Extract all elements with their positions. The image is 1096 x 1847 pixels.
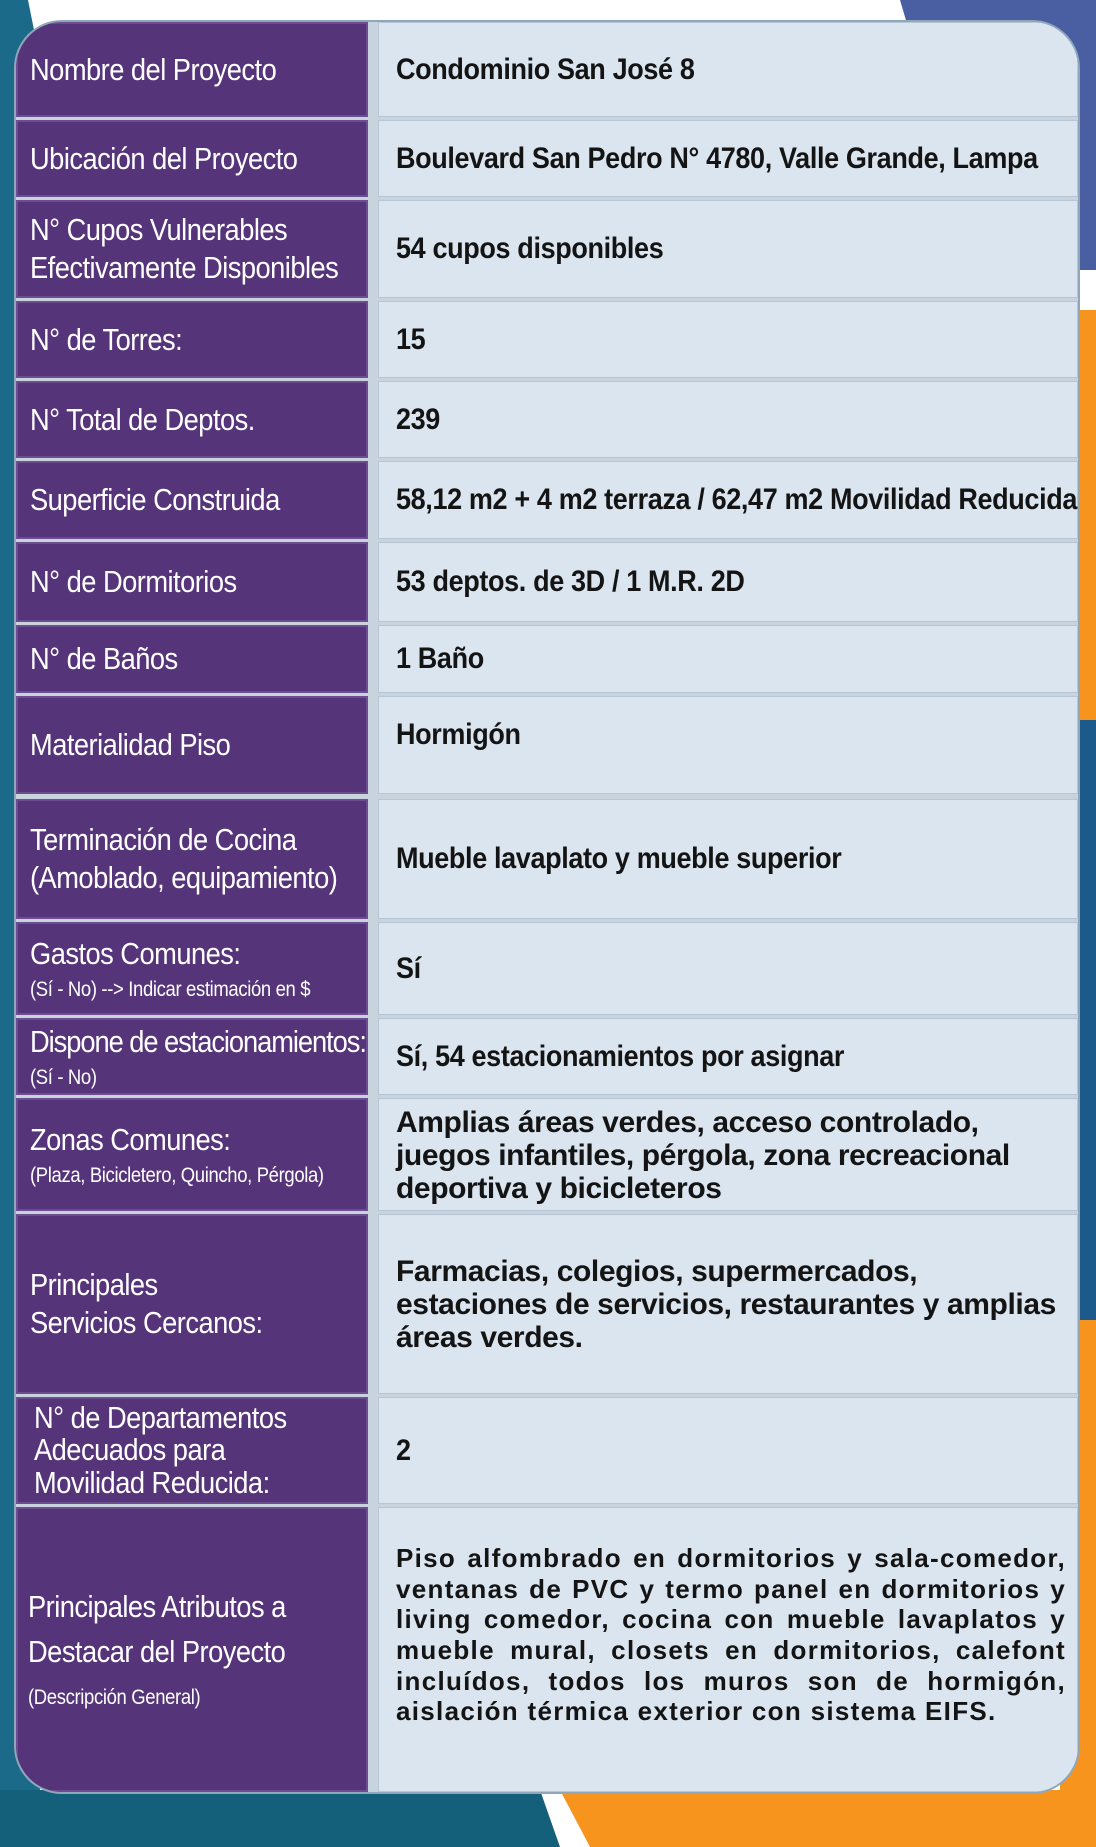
value-cell: [378, 1098, 1078, 1211]
label-cell: [16, 1214, 368, 1394]
value-cell: [378, 625, 1078, 693]
row-project-name: [16, 22, 1078, 117]
value-cell: [378, 1018, 1078, 1095]
label-cell: [16, 696, 368, 794]
label-text: Materialidad Piso: [30, 727, 231, 763]
value-text: Mueble lavaplato y mueble superior: [396, 842, 842, 875]
label-text: Nombre del Proyecto: [30, 51, 277, 87]
label-cell: [16, 799, 368, 919]
row-location: [16, 120, 1078, 197]
label-text: N° de Torres:: [30, 321, 183, 357]
row-nearby-services: [16, 1214, 1078, 1394]
value-cell: [378, 542, 1078, 622]
label-subtext: (Descripción General): [28, 1686, 201, 1710]
value-text: 54 cupos disponibles: [396, 232, 664, 265]
value-text: Sí, 54 estacionamientos por asignar: [396, 1039, 845, 1073]
value-cell: [378, 301, 1078, 378]
row-floor-material: [16, 696, 1078, 794]
row-towers: [16, 301, 1078, 378]
label-text: Gastos Comunes:: [30, 935, 241, 971]
label-cell: [16, 301, 368, 378]
bg-orange-band-bottom: [560, 1790, 1096, 1847]
value-text: Sí: [396, 951, 421, 985]
label-text: Zonas Comunes:: [30, 1121, 231, 1157]
value-text: Amplias áreas verdes, acceso controlado, juegos infantiles, pérgola, zona recreacional deportiva y bicicleteros: [396, 1106, 1010, 1205]
value-cell: [378, 120, 1078, 197]
label-cell: [16, 1397, 368, 1504]
project-info-table: [16, 22, 1078, 1792]
label-text: N° de Baños: [30, 641, 178, 677]
label-cell: [16, 200, 368, 298]
row-kitchen-finish: [16, 799, 1078, 919]
row-parking: [16, 1018, 1078, 1095]
value-text: 1 Baño: [396, 642, 484, 675]
label-text: N° de Dormitorios: [30, 564, 237, 600]
value-cell: [378, 1397, 1078, 1504]
label-cell: [16, 922, 368, 1015]
value-text: 58,12 m2 + 4 m2 terraza / 62,47 m2 Movilidad Reducida: [396, 483, 1078, 516]
label-subtext: (Sí - No): [30, 1065, 97, 1089]
label-line: Movilidad Reducida:: [34, 1464, 270, 1500]
value-cell: [378, 1507, 1078, 1792]
label-cell: [16, 381, 368, 458]
value-cell: [378, 461, 1078, 539]
value-cell: [378, 922, 1078, 1015]
label-line: N° Cupos Vulnerables: [30, 212, 288, 248]
value-text: 2: [396, 1433, 411, 1467]
label-line: Servicios Cercanos:: [30, 1305, 263, 1340]
row-main-attributes: [16, 1507, 1078, 1792]
label-line: Terminación de Cocina: [30, 822, 297, 858]
value-cell: [378, 200, 1078, 298]
bg-blue-band-right: [1076, 720, 1096, 1320]
label-line: Principales Atributos a: [28, 1589, 286, 1625]
label-cell: [16, 1507, 368, 1792]
label-text: Ubicación del Proyecto: [30, 140, 298, 176]
label-subtext: (Plaza, Bicicletero, Quincho, Pérgola): [30, 1163, 324, 1187]
bg-teal-band-bottom: [0, 1790, 560, 1847]
label-subtext: (Sí - No) --> Indicar estimación en $: [30, 977, 311, 1001]
value-text: 53 deptos. de 3D / 1 M.R. 2D: [396, 565, 745, 598]
label-line: Efectivamente Disponibles: [30, 250, 339, 285]
value-text: Farmacias, colegios, supermercados, estaciones de servicios, restaurantes y amplias áreas verdes.: [396, 1254, 1056, 1354]
label-text: Superficie Construida: [30, 482, 280, 518]
row-total-units: [16, 381, 1078, 458]
label-text: N° Total de Deptos.: [30, 401, 255, 437]
label-line: Destacar del Proyecto: [28, 1634, 286, 1670]
row-bathrooms: [16, 625, 1078, 693]
value-text: Hormigón: [396, 718, 521, 751]
row-common-expenses: [16, 922, 1078, 1015]
value-text: Boulevard San Pedro N° 4780, Valle Grande, Lampa: [396, 141, 1038, 175]
label-cell: [16, 1098, 368, 1211]
value-text: Piso alfombrado en dormitorios y sala-comedor, ventanas de PVC y termo panel en dormitorios y living comedor, cocina con mueble lavaplatos y mueble mural, closets en dormitorios, calefont incluídos, todos los muros son de hormigón, aislación térmica exterior con sistema EIFS.: [396, 1543, 1066, 1727]
row-reduced-mobility-units: [16, 1397, 1078, 1504]
label-cell: [16, 461, 368, 539]
row-vulnerable-slots: [16, 200, 1078, 298]
label-cell: [16, 542, 368, 622]
value-text: 239: [396, 402, 440, 436]
value-text: Condominio San José 8: [396, 52, 695, 86]
value-cell: [378, 22, 1078, 117]
label-line: N° de Departamentos: [34, 1399, 287, 1435]
value-cell: [378, 1214, 1078, 1394]
label-line: Principales: [30, 1267, 158, 1303]
value-cell: [378, 799, 1078, 919]
row-built-area: [16, 461, 1078, 539]
label-line: (Amoblado, equipamiento): [30, 860, 338, 895]
row-common-areas: [16, 1098, 1078, 1211]
label-cell: [16, 625, 368, 693]
label-cell: [16, 22, 368, 117]
label-cell: [16, 1018, 368, 1095]
value-text: 15: [396, 322, 426, 356]
value-cell: [378, 381, 1078, 458]
row-bedrooms: [16, 542, 1078, 622]
value-cell: [378, 696, 1078, 794]
label-line: Adecuados para: [34, 1432, 226, 1468]
label-cell: [16, 120, 368, 197]
label-text: Dispone de estacionamientos:: [30, 1023, 366, 1059]
